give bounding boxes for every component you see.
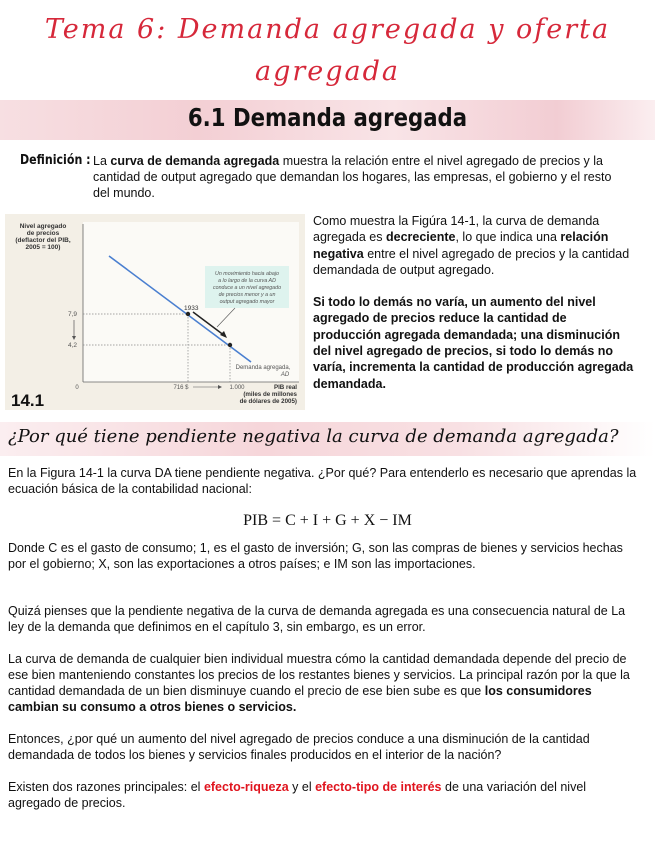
text: , lo que indica una [455,230,561,245]
topic-title-line2: agregada [254,56,401,87]
text: Como muestra la Figúra 14-1, la curva de demanda agregada es [313,214,600,245]
x-tick-716: 716 $ [173,385,189,391]
bold-term: decreciente [385,230,456,245]
bold-term: curva de demanda agregada [110,154,280,168]
x-tick-1000: 1.000 [229,385,245,391]
definition-text [93,153,613,201]
text: y el [288,780,316,794]
y-label-3: (deflactor del PIB, [15,237,71,244]
text: de una variación del nivel agregado de precios. [8,780,587,810]
figure-number: 14.1 [11,391,45,410]
text: Existen dos razones principales: el [8,780,204,794]
explanation-paragraph-2: Si todo lo demás no varía, un aumento del nivel agregado de precios reduce la cantidad de producción agregada demandada; una disminución del nivel agregado de precios, si todo lo demás no varía, incrementa la cantidad de producción agregada demandada. [313,295,634,391]
x-label-1: PIB real [273,384,297,391]
subheading: ¿Por qué tiene pendiente negativa la curva de demanda agregada? [8,426,619,447]
text: entre el nivel agregado de precios y la cantidad demandada de output agregado. [313,246,630,277]
y-tick-4-2: 4,2 [67,342,77,349]
paragraph-1: En la Figura 14-1 la curva DA tiene pendiente negativa. ¿Por qué? Para entenderlo es necesario que aprendas la ecuación básica de la contabilidad nacional: [8,466,637,496]
annotation-4: de precios menor y a un [218,292,276,298]
text: La [93,154,111,168]
point-1933 [186,312,190,316]
paragraph-2: Donde C es el gasto de consumo; 1, es el gasto de inversión; G, son las compras de bienes y servicios hechas por el gobierno; X, son las exportaciones a otros países; e IM son las importaciones. [8,541,623,571]
text: muestra la relación entre el nivel agregado de precios y la cantidad de output agregado que demandan los hogares, las empresas, el gobierno y el resto del mundo. [93,154,612,200]
annotation-5: output agregado mayor [219,299,275,305]
paragraph-4 [8,651,638,715]
text: La curva de demanda de cualquier bien individual muestra cómo la cantidad demandada depende del precio de ese bien manteniendo constantes los precios de los restantes bienes y servicios. La principal razón por la que la cantidad demandada de un bien disminuye cuando el precio de ese bien sube es que [8,652,630,698]
bold-term: los consumidores cambian su consumo a otros bienes o servicios. [8,684,592,714]
definition-label: Definición : [20,153,91,168]
annotation-3: conduce a un nivel agregado [212,285,282,291]
y-label-4: 2005 = 100) [25,244,61,251]
annotation-1: Un movimiento hacia abajo [215,271,279,277]
highlight-term: efecto-tipo de interés [315,780,442,794]
figure-explanation [313,213,638,392]
x-label-3: de dólares de 2005) [239,398,297,405]
curve-label-1: Demanda agregada, [235,365,291,371]
annotation-2: a lo largo de la curva AD [218,278,276,284]
topic-title-line1: Tema 6: Demanda agregada y oferta [44,14,611,45]
point-1000 [228,343,232,347]
paragraph-5: Entonces, ¿por qué un aumento del nivel agregado de precios conduce a una disminución de la cantidad demandada de todos los bienes y servicios finales producidos en el interior de la nación? [8,732,590,762]
highlight-term: efecto-riqueza [203,780,289,794]
y-label-2: de precios [26,230,60,237]
bold-term: relación negativa [313,230,609,261]
point-label: 1933 [184,305,199,312]
y-tick-7-9: 7,9 [67,311,77,318]
explanation-paragraph-1 [313,213,638,278]
equation: PIB = C + I + G + X − IM [243,512,412,529]
y-label-1: Nivel agregado [19,223,67,230]
section-heading: 6.1 Demanda agregada [187,103,468,132]
paragraph-3: Quizá pienses que la pendiente negativa de la curva de demanda agregada es una consecuencia natural de La ley de la demanda que definimos en el capítulo 3, sin embargo, es un error. [8,604,626,634]
curve-label-2: AD [280,372,290,378]
paragraph-6 [8,779,638,811]
x-origin: 0 [75,385,79,391]
figure-aggregate-demand [5,214,305,410]
x-label-2: (miles de millones [243,391,297,398]
